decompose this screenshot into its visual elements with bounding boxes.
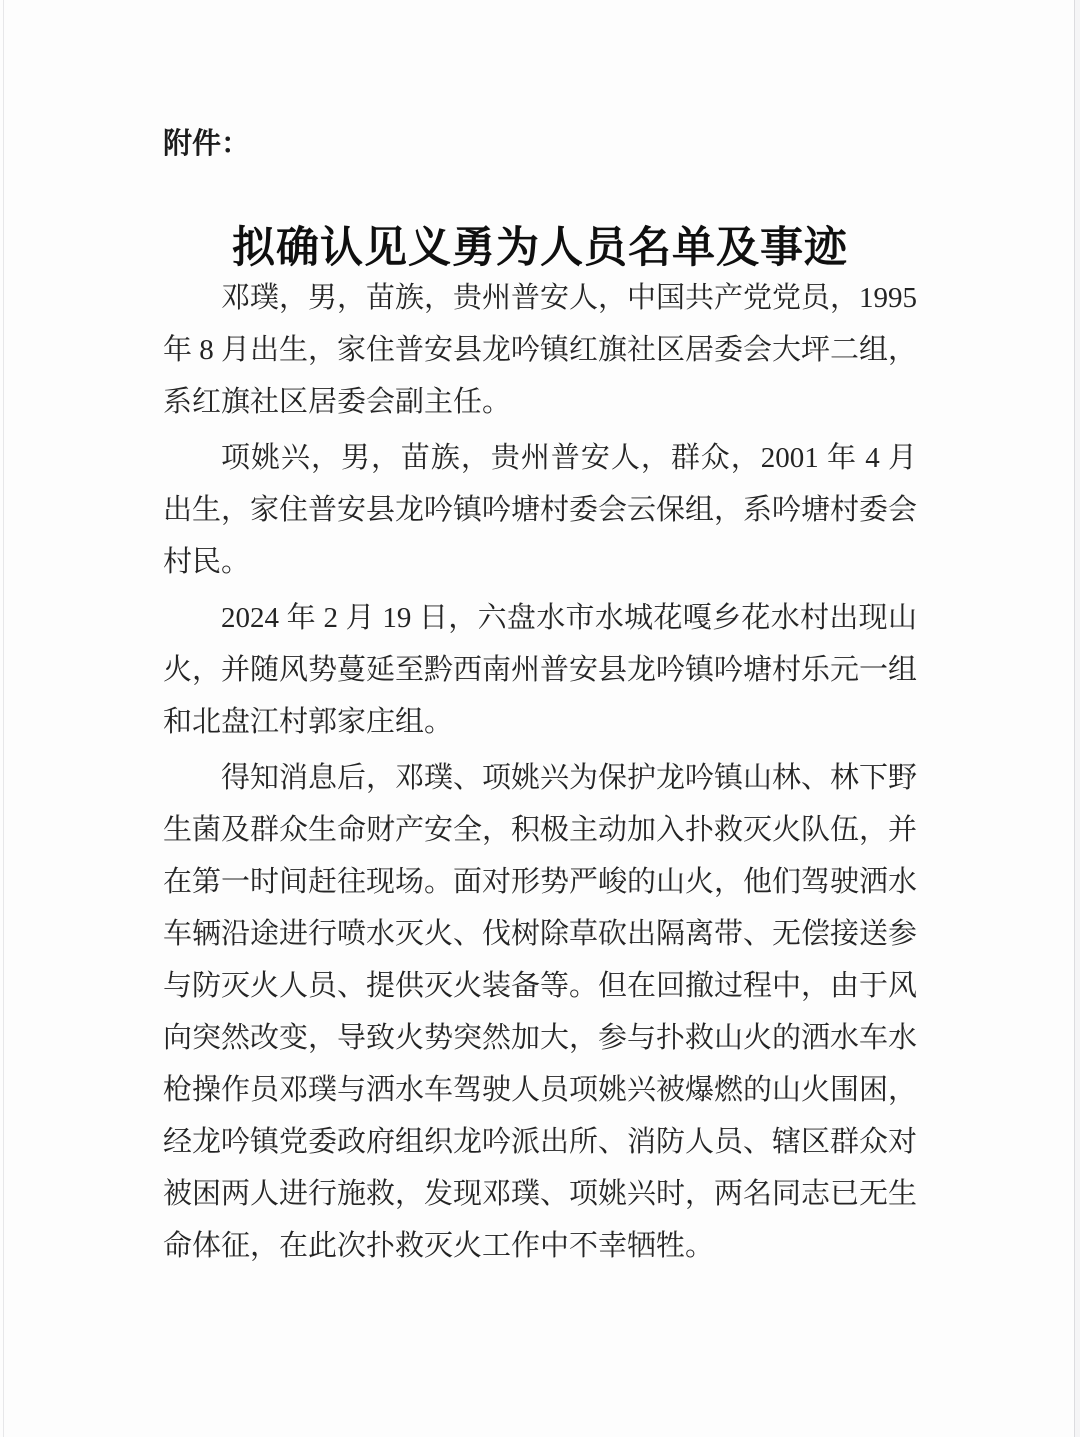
attachment-label: 附件： [163,128,251,160]
page-left-edge [3,0,4,1437]
paragraph-fire-outbreak: 2024 年 2 月 19 日，六盘水市水城花嘎乡花水村出现山火，并随风势蔓延至黔西南州普安县龙吟镇吟塘村乐元一组和北盘江村郭家庄组。 [163,602,918,738]
paragraph-xiangyaoxing-profile: 项姚兴，男，苗族，贵州普安人，群众，2001 年 4 月出生，家住普安县龙吟镇吟塘村委会云保组，系吟塘村委会村民。 [163,442,918,578]
paragraph-dengpu-profile: 邓璞，男，苗族，贵州普安人，中国共产党党员，1995 年 8 月出生，家住普安县龙吟镇红旗社区居委会大坪二组，系红旗社区居委会副主任。 [163,282,918,418]
document-content [163,0,917,1276]
page-right-margin-strip [1075,0,1080,1437]
document-title: 拟确认见义勇为人员名单及事迹 [232,225,848,272]
paragraph-deeds-and-sacrifice: 得知消息后，邓璞、项姚兴为保护龙吟镇山林、林下野生菌及群众生命财产安全，积极主动加入扑救灭火队伍，并在第一时间赶往现场。面对形势严峻的山火，他们驾驶洒水车辆沿途进行喷水灭火、伐树除草砍出隔离带、无偿接送参与防灭火人员、提供灭火装备等。但在回撤过程中，由于风向突然改变，导致火势突然加大，参与扑救山火的洒水车水枪操作员邓璞与洒水车驾驶人员项姚兴被爆燃的山火围困，经龙吟镇党委政府组织龙吟派出所、消防人员、辖区群众对被困两人进行施救，发现邓璞、项姚兴时，两名同志已无生命体征，在此次扑救灭火工作中不幸牺牲。 [163,762,918,1262]
page-right-edge [1074,0,1075,1437]
